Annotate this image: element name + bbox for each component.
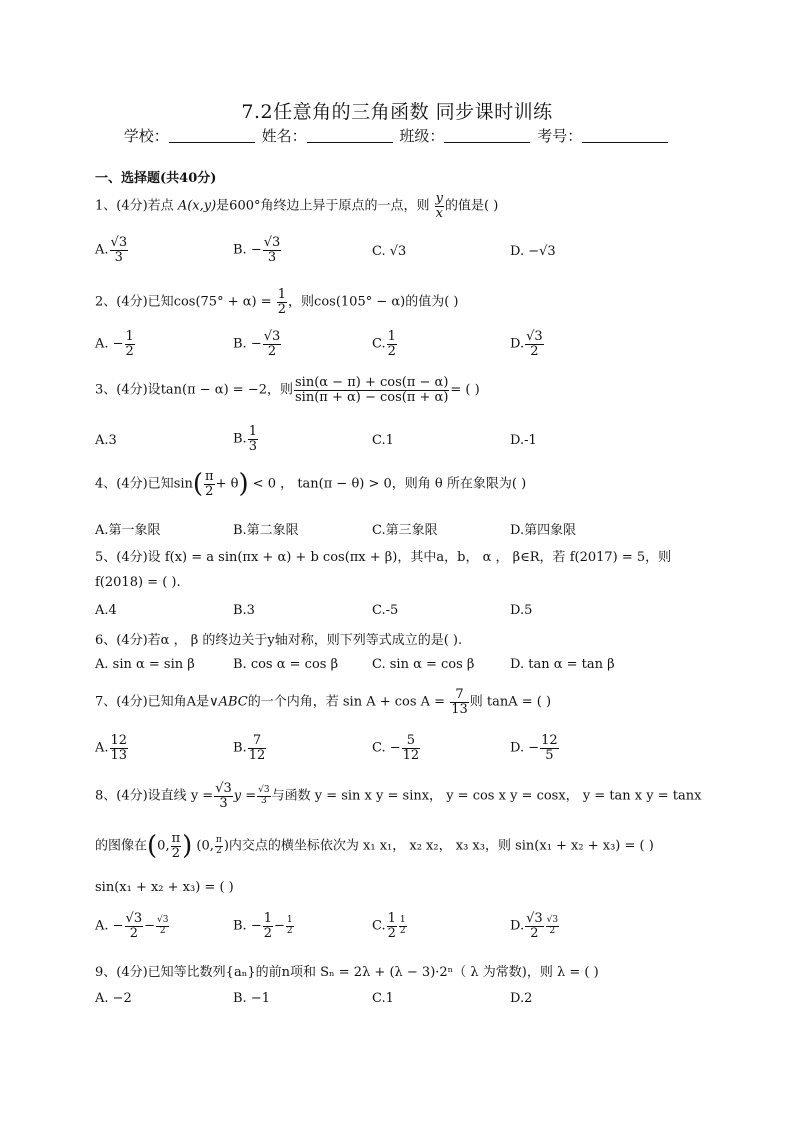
- q3-b-num: 1: [248, 424, 257, 439]
- q8-sfrac-den: 3: [260, 795, 267, 806]
- q4-frac-den: 2: [205, 483, 214, 499]
- q5-option-b[interactable]: B.3: [233, 603, 255, 618]
- q3-suffix: = ( ): [450, 382, 480, 398]
- q1-option-a[interactable]: [95, 236, 129, 264]
- q8-d-num: √3: [526, 911, 543, 926]
- q7-prefix: 7、(4分)已知角A是: [95, 694, 210, 710]
- q4-sin: sin: [173, 476, 193, 492]
- class-label: 班级：: [399, 127, 445, 145]
- section-heading: 一、选择题(共40分): [95, 171, 217, 186]
- q8-options: [95, 912, 695, 942]
- question-9: 9、(4分)已知等比数列{aₙ}的前n项和 Sₙ = 2λ + (λ − 3)·2ⁿ（ λ 为常数)，则 λ = ( ): [95, 965, 599, 980]
- q8-a-label: A. −: [95, 918, 124, 934]
- q5-option-a[interactable]: A.4: [95, 603, 117, 618]
- q2-expr1: cos(75° + α) =: [173, 294, 276, 310]
- q9-option-d[interactable]: D.2: [510, 991, 533, 1006]
- question-1: [95, 192, 498, 220]
- q2-suffix: 的值为( ): [405, 294, 459, 310]
- q3-option-c[interactable]: C.1: [372, 433, 394, 448]
- q4-suffix: ，则角 θ 所在象限为( ): [391, 476, 527, 492]
- q7-d-den: 5: [545, 747, 554, 763]
- q8-a-small-num: √3: [157, 915, 169, 926]
- number-label: 考号：: [537, 127, 583, 145]
- q7-b-label: B.: [233, 740, 247, 756]
- q2-frac-den: 2: [277, 301, 287, 317]
- q7-c-label: C. −: [372, 740, 401, 756]
- question-5-line-1: 5、(4分)设 f(x) = a sin(πx + α) + b cos(πx + β)，其中a，b， α ， β∈R，若 f(2017) = 5，则: [95, 550, 672, 565]
- question-2: [95, 288, 459, 316]
- q8-prefix: 8、(4分)设直线 y =: [95, 788, 214, 804]
- q2-d-label: D.: [510, 336, 525, 352]
- q3-option-a[interactable]: A.3: [95, 433, 117, 448]
- q2-b-label: B. −: [233, 336, 262, 352]
- q2-prefix: 2、(4分)已知: [95, 294, 174, 310]
- question-7: [95, 688, 551, 716]
- q6-option-b[interactable]: B. cos α = cos β: [233, 657, 339, 672]
- question-8-line-2: 的图像在(0, $\frac{\pi}{2}$ ) (0, $\frac{\pi}{2}$ )内交点的横坐标依次为 x₁ x₁， x₂ x₂， x₃ x₃，则 sin(x₁ + x₂ + x₃) = ( ): [95, 831, 654, 862]
- q8-c-den: 2: [387, 925, 396, 941]
- number-blank[interactable]: [582, 128, 668, 143]
- q4-frac-num: π: [205, 469, 214, 484]
- q7-a-num: 12: [110, 733, 128, 748]
- q4-right-paren: ): [238, 469, 249, 500]
- q8-d-den: 2: [530, 925, 539, 941]
- q8-b-den: 2: [263, 925, 272, 941]
- q8-line2-prefix: 的图像在: [95, 838, 148, 854]
- q1-point: A(x,y): [177, 198, 217, 214]
- q2-c-num: 1: [387, 329, 396, 344]
- q8-frac-den: 3: [219, 795, 228, 811]
- q8-a-small-label: −: [144, 918, 156, 934]
- q3-prefix: 3、(4分)设: [95, 382, 161, 398]
- question-5-line-2: f(2018) = ( ).: [95, 575, 181, 590]
- q8-option-d[interactable]: [510, 912, 560, 940]
- q1-b-num: √3: [263, 235, 281, 250]
- q9-option-a[interactable]: A. −2: [95, 991, 132, 1006]
- q7-mid: 的一个内角，若 sin A + cos A =: [247, 694, 446, 710]
- q7-b-num: 7: [248, 734, 267, 749]
- q2-b-den: 2: [267, 343, 277, 359]
- q8-dup: y =: [233, 788, 257, 804]
- q1-frac-den: x: [435, 205, 443, 221]
- q2-mid: ，则: [288, 294, 315, 310]
- q8-frac-num: √3: [215, 781, 232, 796]
- q8-option-a[interactable]: [95, 912, 170, 940]
- q8-mid: 与函数 y = sin x y = sinx， y = cos x y = cosx， y = tan x y = tanx: [271, 788, 702, 804]
- q8-d-small-den: 2: [549, 925, 556, 936]
- question-4: [95, 470, 526, 498]
- q2-c-label: C.: [372, 336, 386, 352]
- q1-mid: 是600°角终边上异于原点的一点，则: [216, 198, 430, 214]
- q2-a-den: 2: [125, 343, 134, 359]
- q9-option-c[interactable]: C.1: [372, 991, 394, 1006]
- question-6: 6、(4分)若α ， β 的终边关于y轴对称，则下列等式成立的是( ).: [95, 633, 463, 648]
- q8-a-den: 2: [129, 925, 138, 941]
- q7-frac-num: 7: [450, 688, 469, 703]
- q8-int-pre: (0,: [196, 838, 214, 854]
- q2-option-d[interactable]: [510, 330, 545, 358]
- q7-c-den: 12: [402, 747, 420, 763]
- q4-option-d[interactable]: D.第四象限: [510, 523, 577, 538]
- q1-prefix: 1、(4分)若点: [95, 198, 174, 214]
- q6-options: [95, 657, 695, 687]
- q8-option-b[interactable]: [233, 912, 295, 940]
- q2-d-den: 2: [530, 343, 539, 359]
- question-8-line-3: sin(x₁ + x₂ + x₃) = ( ): [95, 880, 234, 895]
- q8-option-c[interactable]: [372, 912, 408, 940]
- q1-b-den: 3: [267, 249, 277, 265]
- q1-a-num: √3: [110, 235, 128, 250]
- q7-option-c[interactable]: [372, 734, 421, 762]
- q3-frac-den: sin(π + α) − cos(π + α): [295, 389, 449, 405]
- q1-option-d[interactable]: D. −√3: [510, 244, 556, 259]
- q6-option-d[interactable]: D. tan α = tan β: [510, 657, 615, 672]
- q8-c-label: C.: [372, 918, 386, 934]
- q8-b-small-label: −: [274, 918, 285, 934]
- q4-left-paren: (: [192, 469, 204, 500]
- q1-b-label: B. −: [233, 242, 262, 258]
- q4-option-c[interactable]: C.第三象限: [372, 523, 438, 538]
- q8-int-num: π: [171, 831, 181, 846]
- q8-d-small-num: √3: [546, 915, 559, 926]
- q8-int-small-num: π: [215, 835, 222, 846]
- q2-expr2: cos(105° − α): [314, 294, 406, 310]
- q2-option-b[interactable]: [233, 330, 282, 358]
- q1-options: [95, 236, 695, 266]
- q2-a-num: 1: [125, 329, 134, 344]
- q5-option-c[interactable]: C.-5: [372, 603, 399, 618]
- q8-a-small-den: 2: [159, 925, 166, 936]
- school-label: 学校：: [123, 127, 169, 145]
- q8-d-label: D.: [510, 918, 525, 934]
- school-blank[interactable]: [169, 128, 255, 143]
- q6-option-a[interactable]: A. sin α = sin β: [95, 657, 195, 672]
- q1-a-den: 3: [114, 249, 123, 265]
- q4-option-a[interactable]: A.第一象限: [95, 523, 161, 538]
- q3-option-d[interactable]: D.-1: [510, 433, 537, 448]
- q7-options: [95, 734, 695, 764]
- class-blank[interactable]: [444, 128, 530, 143]
- q4-options: [95, 519, 695, 549]
- q2-frac-num: 1: [277, 287, 287, 302]
- q9-options: [95, 991, 695, 1021]
- q2-option-a[interactable]: [95, 330, 136, 358]
- q3-b-label: B.: [233, 431, 247, 447]
- q7-option-b[interactable]: [233, 734, 267, 762]
- student-info-fields: [0, 125, 794, 146]
- q2-c-den: 2: [387, 343, 396, 359]
- q3-mid: ，则: [266, 382, 293, 398]
- name-blank[interactable]: [307, 128, 393, 143]
- q8-right-paren: ): [182, 831, 193, 862]
- q8-b-label: B. −: [233, 918, 262, 934]
- q8-sfrac-num: √3: [258, 785, 270, 796]
- name-label: 姓名：: [261, 127, 307, 145]
- q7-c-num: 5: [402, 734, 421, 749]
- q8-b-num: 1: [263, 911, 272, 926]
- q8-line2-mid: )内交点的横坐标依次为 x₁ x₁， x₂ x₂， x₃ x₃，则 sin(x₁ + x₂ + x₃) = ( ): [223, 838, 654, 854]
- q1-a-label: A.: [95, 242, 109, 258]
- q8-c-small-num: 1: [399, 915, 406, 926]
- q2-a-label: A. −: [95, 336, 124, 352]
- q3-options: [95, 425, 695, 455]
- q3-expr: tan(π − α) = −2: [160, 382, 267, 398]
- q7-d-label: D. −: [510, 740, 540, 756]
- q8-left-paren: (: [147, 831, 158, 862]
- q8-b-small-den: 2: [286, 925, 293, 936]
- q3-b-den: 3: [248, 438, 257, 454]
- q7-a-den: 13: [110, 747, 128, 763]
- q4-option-b[interactable]: B.第二象限: [233, 523, 299, 538]
- q6-option-c[interactable]: C. sin α = cos β: [372, 657, 475, 672]
- q7-suffix: 则 tanA = ( ): [469, 694, 552, 710]
- q8-b-small-num: 1: [286, 915, 293, 926]
- q7-a-label: A.: [95, 740, 109, 756]
- q4-ineq1: < 0 ，: [252, 476, 294, 492]
- question-8-line-1: [95, 782, 701, 810]
- page-title: 7.2任意角的三角函数 同步课时训练: [241, 101, 553, 123]
- q7-frac-den: 13: [451, 701, 468, 717]
- q7-triangle: ∨ABC: [209, 694, 248, 710]
- q1-suffix: 的值是( ): [445, 198, 499, 214]
- q8-int-small-den: 2: [216, 845, 222, 856]
- q4-prefix: 4、(4分)已知: [95, 476, 174, 492]
- q8-c-small-den: 2: [399, 925, 406, 936]
- q2-d-num: √3: [526, 329, 543, 344]
- q1-frac-num: y: [435, 191, 443, 206]
- q7-option-d[interactable]: [510, 734, 560, 762]
- q5-option-d[interactable]: D.5: [510, 603, 533, 618]
- q3-option-b[interactable]: [233, 425, 259, 453]
- question-3: [95, 376, 480, 404]
- q3-frac-num: sin(α − π) + cos(π − α): [295, 375, 449, 390]
- q4-plus: + θ: [215, 476, 239, 492]
- q2-option-c[interactable]: [372, 330, 398, 358]
- q2-b-num: √3: [263, 329, 281, 344]
- q7-b-den: 12: [248, 747, 266, 763]
- q1-option-c[interactable]: C. √3: [372, 244, 407, 259]
- q1-option-b[interactable]: [233, 236, 282, 264]
- q7-option-a[interactable]: [95, 734, 129, 762]
- q8-a-num: √3: [125, 911, 143, 926]
- q4-expr2: tan(π − θ) > 0: [297, 476, 392, 492]
- q7-d-num: 12: [541, 733, 558, 748]
- q8-int-den: 2: [171, 845, 180, 861]
- q9-option-b[interactable]: B. −1: [233, 991, 270, 1006]
- q8-c-num: 1: [387, 911, 396, 926]
- q2-options: [95, 330, 695, 360]
- q1-fraction: [435, 192, 444, 220]
